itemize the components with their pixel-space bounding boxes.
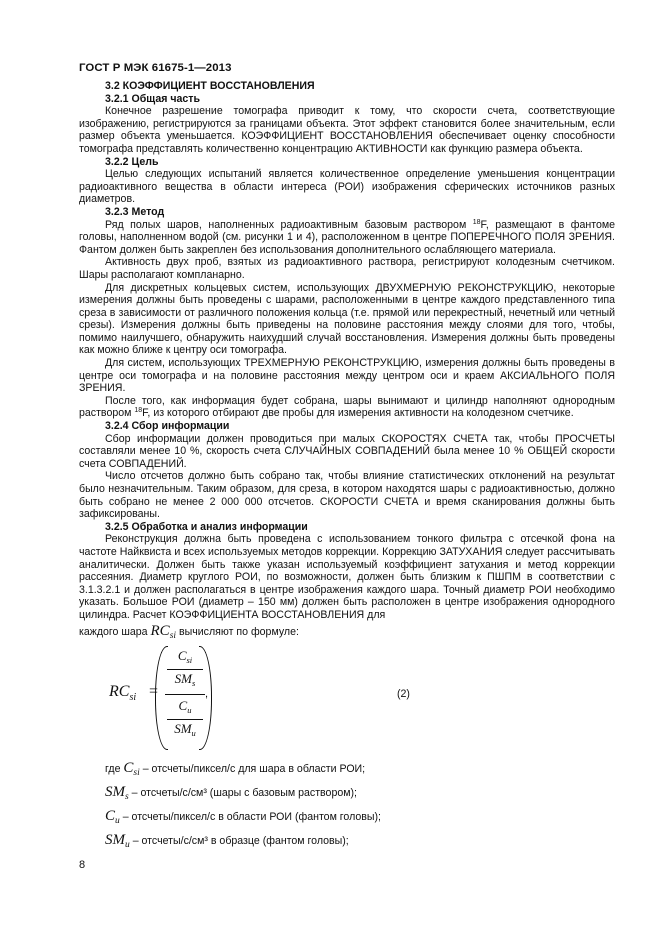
- text-run: Ряд полых шаров, наполненных радиоактивным базовым раствором: [105, 218, 473, 231]
- symbol: C: [105, 807, 116, 824]
- paragraph: Активность двух проб, взятых из радиоактивного раствора, регистрируют колодезным счетчиком. Шары располагают компланарно.: [79, 256, 615, 281]
- symbol: C: [178, 697, 188, 713]
- fraction-bar: [167, 719, 203, 720]
- text-run: F, из которого отбирают две пробы для измерения активности на колодезном счетчике.: [142, 407, 574, 420]
- symbol-subscript: si: [133, 767, 140, 778]
- where-list: [79, 756, 615, 852]
- paragraph: Число отсчетов должно быть собрано так, чтобы влияние статистических отклонений на результат было незначительным. Таким образом, для среза, в котором находятся шары с радиоактивностью, должно быть собрано не менее 2 000 000 отсчетов. СКОРОСТИ СЧЕТА и время сканирования должны быть зафиксированы.: [79, 470, 615, 521]
- paragraph: Для систем, использующих ТРЕХМЕРНУЮ РЕКОНСТРУКЦИЮ, измерения должны быть проведены в центре оси томографа и на половине расстояния между центром оси и краем АКСИАЛЬНОГО ПОЛЯ ЗРЕНИЯ.: [79, 357, 615, 395]
- formula-2: [79, 644, 615, 752]
- formula-intro-line: [79, 622, 615, 640]
- formula-number: (2): [397, 687, 410, 700]
- symbol-subscript: u: [125, 839, 130, 850]
- where-prefix: где: [105, 762, 124, 775]
- section-3-2-title: 3.2 КОЭФФИЦИЕНТ ВОССТАНОВЛЕНИЯ: [105, 80, 315, 92]
- where-item: [79, 804, 615, 828]
- paragraph: [79, 219, 615, 257]
- fraction-bar: [167, 669, 203, 670]
- symbol-description: – отсчеты/с/см³ в образце (фантом головы);: [129, 834, 349, 847]
- where-item: [79, 780, 615, 804]
- symbol-description: – отсчеты/пиксел/с в области РОИ (фантом головы);: [119, 810, 381, 823]
- symbol: SM: [105, 831, 125, 848]
- section-3-2-1-title: 3.2.1 Общая часть: [105, 92, 201, 105]
- isotope-superscript: 18: [472, 218, 481, 226]
- symbol-description: – отсчеты/с/см³ (шары с базовым раствором);: [128, 786, 357, 799]
- symbol: RC: [150, 622, 170, 639]
- section-3-2-4-title: 3.2.4 Сбор информации: [105, 420, 230, 433]
- page-content: [79, 80, 615, 852]
- symbol: C: [177, 647, 187, 663]
- symbol-subscript: si: [169, 630, 177, 641]
- symbol-subscript: s: [125, 791, 129, 802]
- formula-lhs: [109, 682, 137, 705]
- paragraph: Для дискретных кольцевых систем, использующих ДВУХМЕРНУЮ РЕКОНСТРУКЦИЮ, некоторые измерения должны быть проведены с шарами, расположенными в центре каждого представленного типа среза в зависимости от различного положения кольца (т.е. прямой или перекрестный, нечетный или четный срезы). Измерения должны быть приведены на половине расстояния между слоями для того, чтобы, помимо наилучшего, обнаружить наихудший случай восстановления. Измерения должны быть проведены как можно ближе к центру оси томографа.: [79, 281, 615, 357]
- section-3-2-5-title: 3.2.5 Обработка и анализ информации: [105, 520, 308, 533]
- page-number: 8: [79, 859, 86, 871]
- paragraph: Сбор информации должен проводиться при малых СКОРОСТЯХ СЧЕТА так, чтобы ПРОСЧЕТЫ составляли менее 10 %, скорость счета СЛУЧАЙНЫХ СОВПАДЕНИЙ была менее 10 % ОБЩЕЙ скорости счета СОВПАДЕНИЙ.: [79, 432, 615, 470]
- symbol-description: – отсчеты/пиксел/с для шара в области РОИ;: [139, 762, 366, 775]
- symbol-subscript: si: [129, 691, 137, 703]
- formula-comma: ,: [205, 687, 209, 700]
- paragraph: Целью следующих испытаний является количественное определение уменьшения концентрации радиоактивного вещества в области интереса (РОИ) изображения сферических источников разных диаметров.: [79, 168, 615, 206]
- text-run: F, размещают в фантоме головы, наполненном водой (см. рисунки 1 и 4), расположенном в центре ПОПЕРЕЧНОГО ПОЛЯ ЗРЕНИЯ. Фантом должен быть закреплен без использования дополнительного ослабляющего материала.: [79, 218, 616, 256]
- paragraph: Конечное разрешение томографа приводит к тому, что скорости счета, соответствующие изображению, регистрируются за границами объекта. Этот эффект становится более значительным, если размер объекта уменьшается. КОЭФФИЦИЕНТ ВОССТАНОВЛЕНИЯ обеспечивает оценку способности томографа представлять количественно концентрацию АКТИВНОСТИ как функцию размера объекта.: [79, 105, 615, 155]
- symbol: C: [123, 759, 134, 776]
- symbol: SM: [174, 670, 193, 686]
- text-run: После того, как информация будет собрана, шары вынимают и цилиндр наполняют однородным раствором: [79, 394, 615, 420]
- section-3-2-3-title: 3.2.3 Метод: [105, 205, 165, 218]
- symbol: RC: [109, 682, 130, 700]
- symbol-subscript: s: [192, 677, 196, 688]
- symbol: SM: [174, 720, 192, 736]
- paragraph: Реконструкция должна быть проведена с использованием тонкого фильтра с отсечкой фона на частоте Найквиста и всех используемых методов коррекции. Коррекцию ЗАТУХАНИЯ следует рассчитывать аналитически. Должен быть также указан используемый коэффициент затухания и метод коррекции рассеяния. Диаметр круглого РОИ, по возможности, должен быть близким к ПШПМ в соответствии с 3.1.3.2.1 и должен располагаться в центре изображения каждого шара. Точный диаметр РОИ необходимо указать. Большое РОИ (диаметр – 150 мм) должен быть расположен в центре изображения однородного цилиндра. Расчет КОЭФФИЦИЕНТА ВОССТАНОВЛЕНИЯ для: [79, 533, 615, 621]
- paragraph: [79, 395, 615, 420]
- standard-header: ГОСТ Р МЭК 61675-1—2013: [79, 62, 232, 74]
- text-run: вычисляют по формуле:: [176, 625, 299, 638]
- text-run: каждого шара: [79, 625, 151, 638]
- inline-rc-symbol: [150, 622, 177, 641]
- symbol: SM: [105, 783, 125, 800]
- isotope-superscript: 18: [134, 407, 143, 415]
- symbol-subscript: u: [191, 727, 196, 738]
- where-item: [79, 828, 615, 852]
- where-item: [79, 756, 615, 780]
- section-3-2-2-title: 3.2.2 Цель: [105, 155, 159, 168]
- symbol-subscript: u: [187, 704, 192, 715]
- equals-sign: =: [149, 682, 159, 700]
- symbol-subscript: si: [186, 654, 193, 665]
- symbol-subscript: u: [115, 815, 120, 826]
